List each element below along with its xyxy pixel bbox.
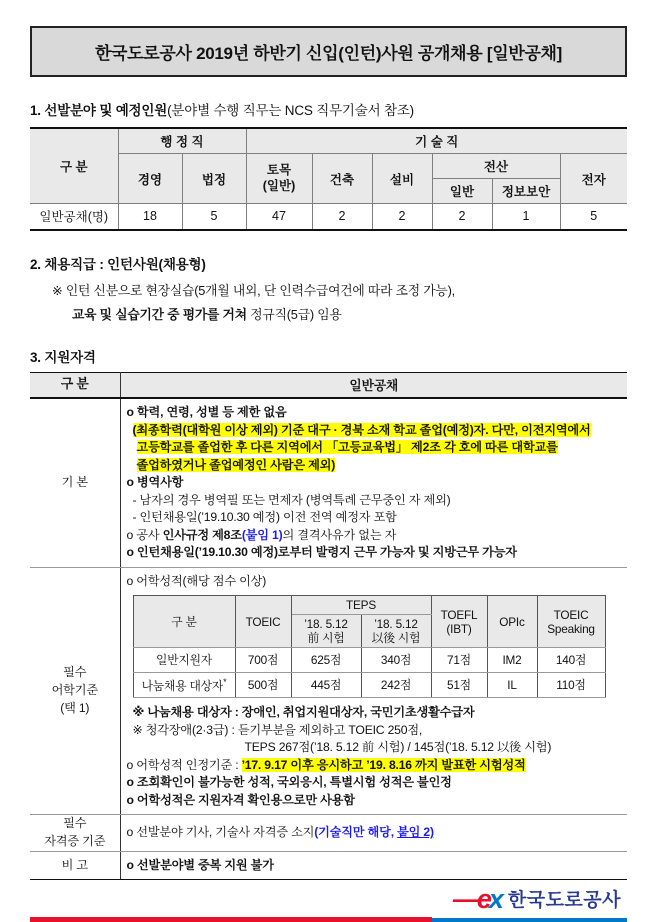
section2-note2-bold: 교육 및 실습기간 중 평가를 거쳐 xyxy=(72,306,247,322)
remarks-row-label: 비 고 xyxy=(30,851,120,880)
line-unverifiable-scores: o 조회확인이 불가능한 성적, 국외응시, 특별시험 성적은 불인정 xyxy=(126,775,452,790)
line-military-detail-2: - 인턴채용일(’19.10.30 예정) 이전 전역 예정자 포함 xyxy=(132,510,397,524)
col-header-it: 전산 xyxy=(432,154,560,179)
recruitment-quota-table xyxy=(30,127,627,231)
certificate-row-content xyxy=(120,815,627,851)
qualification-table xyxy=(30,372,627,881)
line-military-service: o 병역사항 xyxy=(126,475,184,489)
line-score-validity: o 어학성적 인정기준 : ’17. 9.17 이후 응시하고 ’19. 8.16 까지 발표한 시험성적 xyxy=(126,757,526,772)
line-region-highlight-1: (최종학력(대학원 이상 제외) 기준 대구 · 경북 소재 학교 졸업(예정)자. 다만, 이전지역에서 xyxy=(132,422,591,437)
col-header-law: 법정 xyxy=(182,154,246,204)
quota-facility: 2 xyxy=(372,204,432,230)
company-name: 한국도로공사 xyxy=(507,890,621,912)
qualification-header-row xyxy=(30,372,627,398)
section2-note1: ※ 인턴 신분으로 현장실습(5개월 내외, 단 인력수급여건에 따라 조정 가능), xyxy=(52,282,456,298)
line-hearing-note-cont: TEPS 267점(’18. 5.12 前 시험) / 145점(’18. 5.12 以後 시험) xyxy=(244,740,552,755)
language-row-content xyxy=(120,567,627,815)
lang-corner-header: 구 분 xyxy=(133,596,235,648)
basic-requirements-row xyxy=(30,398,627,567)
section1-heading-note: (분야별 수행 직무는 NCS 직무기술서 참조) xyxy=(167,103,414,118)
quota-electronics: 5 xyxy=(560,204,627,230)
quota-management: 18 xyxy=(118,204,182,230)
line-certificate: o 선발분야 기사, 기술사 자격증 소지(기술직만 해당, 붙임 2) xyxy=(126,825,434,840)
section2-heading: 2. 채용직급 : 인턴사원(채용형) xyxy=(30,256,206,272)
teps-before-header: ’18. 5.12 前 시험 xyxy=(291,615,361,648)
qual-header-open-recruit: 일반공채 xyxy=(120,372,627,398)
col-header-facility: 설비 xyxy=(372,154,432,204)
col-header-civil xyxy=(246,154,312,204)
col-header-it-security: 정보보안 xyxy=(492,179,560,204)
language-row-label: 필수 어학기준 (택 1) xyxy=(30,567,120,815)
line-sharing-note: ※ 나눔채용 대상자 : 장애인, 취업지원대상자, 국민기초생활수급자 xyxy=(132,705,475,720)
col-header-management: 경영 xyxy=(118,154,182,204)
lang-row-general: 일반지원자 700점 625점 340점 71점 IM2 140점 xyxy=(133,648,605,673)
document-title: 한국도로공사 2019년 하반기 신입(인턴)사원 공개채용 [일반공채] xyxy=(30,26,627,77)
table-header-row-groups xyxy=(30,128,627,154)
table-row-quota xyxy=(30,204,627,230)
sharing-target-label: 나눔채용 대상자* xyxy=(133,673,235,698)
page-footer xyxy=(30,884,627,922)
language-score-table xyxy=(133,595,606,698)
line-no-duplicate-application: o 선발분야별 중복 지원 불가 xyxy=(126,857,274,872)
line-hearing-note: ※ 청각장애(2·3급) : 듣기부분을 제외하고 TOEIC 250점, xyxy=(132,722,423,737)
teps-after-header: ’18. 5.12 以後 시험 xyxy=(361,615,431,648)
teps-header: TEPS xyxy=(291,596,431,615)
col-header-architecture: 건축 xyxy=(312,154,372,204)
quota-it-general: 2 xyxy=(432,204,492,230)
quota-civil: 47 xyxy=(246,204,312,230)
quota-architecture: 2 xyxy=(312,204,372,230)
certificate-row-label: 필수 자격증 기준 xyxy=(30,815,120,851)
line-score-usage: o 어학성적은 지원자격 확인용으로만 사용함 xyxy=(126,792,355,807)
section1-heading xyxy=(30,99,627,119)
asterisk-mark: * xyxy=(223,677,227,688)
ex-logo-icon: —ex xyxy=(452,884,501,915)
tech-group-header: 기 술 직 xyxy=(246,128,627,154)
lang-table-header-row1 xyxy=(133,596,605,615)
table-header-row-fields xyxy=(30,154,627,179)
toeic-header: TOEIC xyxy=(235,596,291,648)
quota-it-security: 1 xyxy=(492,204,560,230)
toefl-header: TOEFL (IBT) xyxy=(431,596,487,648)
footer-rule-blue xyxy=(432,918,627,922)
admin-group-header: 행 정 직 xyxy=(118,128,246,154)
toeic-speaking-header: TOEIC Speaking xyxy=(537,596,605,648)
qual-header-category: 구 분 xyxy=(30,372,120,398)
attachment-1-link: (붙임 1) xyxy=(241,527,283,542)
section2-note2-rest: 정규직(5급) 임용 xyxy=(246,306,342,322)
attachment-2-link[interactable]: 붙임 2) xyxy=(397,825,434,840)
col-header-civil-line2: (일반) xyxy=(262,178,296,193)
col-header-electronics: 전자 xyxy=(560,154,627,204)
line-no-restriction: o 학력, 연령, 성별 등 제한 없음 xyxy=(126,405,287,419)
corner-header: 구 분 xyxy=(30,128,118,204)
line-personnel-rule: o 공사 인사규정 제8조(붙임 1)의 결격사유가 없는 자 xyxy=(126,527,397,542)
line-language-intro: o 어학성적(해당 점수 이상) xyxy=(126,573,267,588)
quota-law: 5 xyxy=(182,204,246,230)
company-logo xyxy=(30,884,627,914)
section3-heading: 3. 지원자격 xyxy=(30,349,96,365)
score-validity-highlight: ’17. 9.17 이후 응시하고 ’19. 8.16 까지 발표한 시험성적 xyxy=(241,757,526,772)
language-requirements-row xyxy=(30,567,627,815)
certificate-requirements-row xyxy=(30,815,627,851)
line-work-location: o 인턴채용일(’19.10.30 예정)로부터 발령지 근무 가능자 및 지방근무 가능자 xyxy=(126,545,517,559)
section2-note2 xyxy=(30,305,627,324)
col-header-civil-line1: 토목 xyxy=(266,162,292,177)
basic-row-content xyxy=(120,398,627,567)
footer-rule-red xyxy=(30,917,432,922)
remarks-row xyxy=(30,851,627,880)
line-region-highlight-3: 졸업하였거나 졸업예정인 사람은 제외) xyxy=(136,457,336,472)
remarks-row-content xyxy=(120,851,627,880)
line-region-highlight-2: 고등학교를 졸업한 후 다른 지역에서 「고등교육법」 제2조 각 호에 따른 대학교를 xyxy=(136,440,558,454)
quota-row-label: 일반공채(명) xyxy=(30,204,118,230)
lang-row-sharing: 나눔채용 대상자* 500점 445점 242점 51점 IL 110점 xyxy=(133,673,605,698)
section1-heading-bold: 1. 선발분야 및 예정인원 xyxy=(30,103,168,118)
footer-rule xyxy=(30,917,627,922)
basic-row-label: 기 본 xyxy=(30,398,120,567)
col-header-it-general: 일반 xyxy=(432,179,492,204)
line-military-detail-1: - 남자의 경우 병역필 또는 면제자 (병역특례 근무중인 자 제외) xyxy=(132,492,451,507)
opic-header: OPIc xyxy=(487,596,537,648)
